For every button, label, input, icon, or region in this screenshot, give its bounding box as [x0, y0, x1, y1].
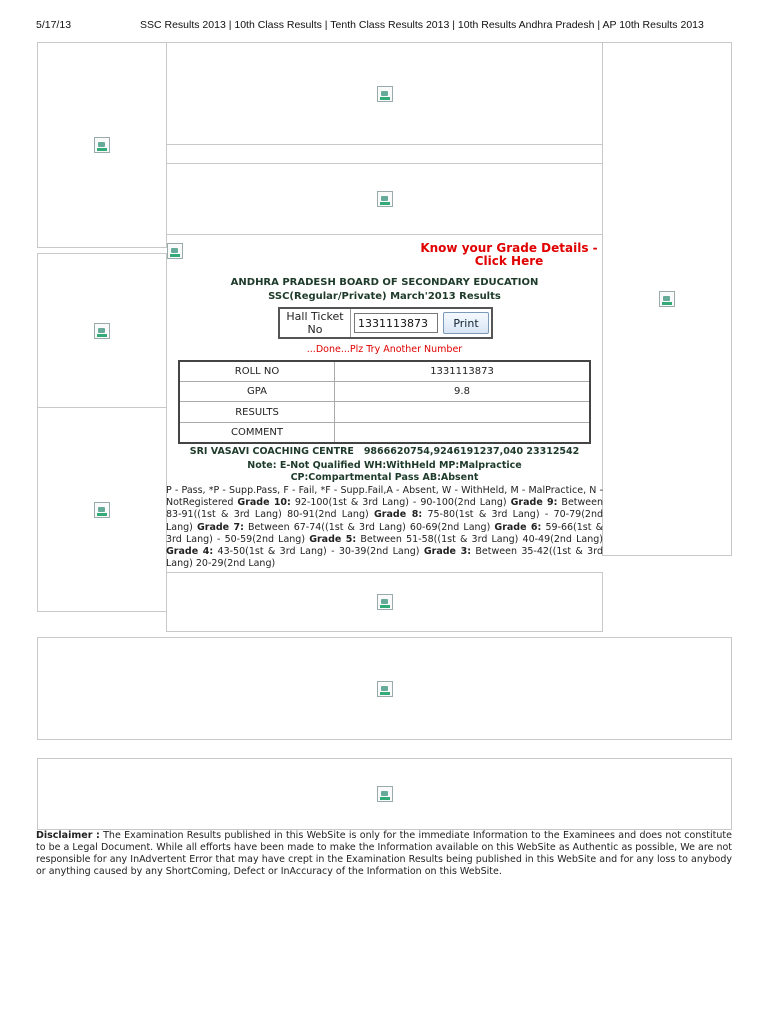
- broken-image-icon: [377, 86, 393, 102]
- grade-label: Grade 4:: [166, 546, 214, 558]
- grade-label: Grade 3:: [423, 546, 472, 558]
- result-value: [335, 422, 591, 443]
- table-row: [179, 402, 590, 422]
- wide-banner-ad-1[interactable]: [37, 637, 732, 740]
- right-skyscraper-ad[interactable]: [602, 42, 732, 556]
- note-line-1: Note: E-Not Qualified WH:WithHeld MP:Malpractice: [247, 460, 522, 471]
- exam-subtitle: SSC(Regular/Private) March'2013 Results: [268, 291, 501, 302]
- coaching-centre-line: SRI VASAVI COACHING CENTRE 9866620754,9246191237,040 23312542: [189, 446, 580, 457]
- disclaimer: [36, 830, 732, 878]
- hall-ticket-label-line1: Hall Ticket: [286, 310, 344, 323]
- broken-image-icon: [94, 137, 110, 153]
- broken-image-icon: [94, 502, 110, 518]
- status-message: ...Done...Plz Try Another Number: [306, 344, 463, 355]
- broken-image-icon: [377, 594, 393, 610]
- broken-image-icon: [167, 243, 183, 259]
- disclaimer-label: Disclaimer :: [36, 830, 100, 841]
- grade-text: 43-50(1st & 3rd Lang) - 30-39(2nd Lang): [213, 546, 424, 558]
- grade-legend: [166, 485, 603, 570]
- result-key: GPA: [179, 382, 335, 402]
- note-line-2: CP:Compartmental Pass AB:Absent: [290, 472, 479, 483]
- grade-details-link[interactable]: [410, 242, 608, 268]
- left-ad-top[interactable]: [37, 42, 167, 248]
- grade-text: 92-100(1st & 3rd Lang) - 90-100(2nd Lang): [290, 497, 511, 509]
- result-key: COMMENT: [179, 422, 335, 443]
- grade-text: Between 35-42((1st & 3rd Lang) 20-29(2nd Lang): [166, 546, 603, 570]
- grade-label: Grade 7:: [196, 521, 244, 533]
- hall-ticket-form: [278, 307, 493, 339]
- top-banner-ad[interactable]: [166, 42, 603, 145]
- disclaimer-text: The Examination Results published in this WebSite is only for the immediate Information to the Examinees and does not constitute to be a Legal Document. While all efforts have been made to make the Information available on this WebSite as Authentic as possible, We are not responsible for any InAdvertent Error that may have crept in the Examination Results being published in this WebSite and for any loss to anybody or anything caused by any ShortComing, Defect or InAccuracy of the Information on this WebSite.: [36, 830, 732, 877]
- broken-image-icon: [659, 291, 675, 307]
- left-ad-bottom[interactable]: [37, 407, 167, 612]
- grade-link-line1: Know your Grade Details -: [420, 241, 598, 255]
- grade-text: 75-80(1st & 3rd Lang) - 70-79(2nd Lang): [166, 509, 603, 533]
- print-button[interactable]: Print: [443, 312, 489, 334]
- hall-ticket-label: [280, 309, 351, 337]
- second-banner-ad[interactable]: [166, 163, 603, 235]
- grade-label: Grade 8:: [374, 509, 423, 521]
- hall-ticket-input[interactable]: [354, 313, 438, 333]
- wide-banner-ad-2[interactable]: [37, 758, 732, 830]
- legend-intro: P - Pass, *P - Supp.Pass, F - Fail, *F - Supp.Fail,A - Absent, W - WithHeld, M - MalPractice, N - NotRegistered: [166, 485, 603, 509]
- results-logo-image: [166, 242, 184, 260]
- table-row: [179, 382, 590, 402]
- grade-text: 59-66(1st & 3rd Lang) - 50-59(2nd Lang): [166, 521, 603, 545]
- results-bottom-ad[interactable]: [166, 572, 603, 632]
- result-key: RESULTS: [179, 402, 335, 422]
- results-table: [178, 360, 591, 444]
- left-ad-middle[interactable]: [37, 253, 167, 409]
- result-value: [335, 402, 591, 422]
- hall-ticket-label-line2: No: [307, 323, 323, 336]
- table-row: [179, 361, 590, 382]
- broken-image-icon: [377, 681, 393, 697]
- print-page-title: SSC Results 2013 | 10th Class Results | Tenth Class Results 2013 | 10th Results Andhra Pradesh | AP 10th Results 2013: [140, 19, 704, 31]
- print-date: 5/17/13: [36, 19, 72, 31]
- board-name-heading: ANDHRA PRADESH BOARD OF SECONDARY EDUCATION: [230, 277, 539, 288]
- broken-image-icon: [94, 323, 110, 339]
- result-value: 1331113873: [335, 361, 591, 382]
- grade-link-line2: Click Here: [474, 254, 544, 268]
- grade-text: Between 67-74((1st & 3rd Lang) 60-69(2nd Lang): [243, 521, 495, 533]
- table-row: [179, 422, 590, 443]
- broken-image-icon: [377, 786, 393, 802]
- grade-text: Between 51-58((1st & 3rd Lang) 40-49(2nd Lang): [356, 533, 603, 545]
- grade-label: Grade 5:: [309, 533, 357, 545]
- result-key: ROLL NO: [179, 361, 335, 382]
- result-value: 9.8: [335, 382, 591, 402]
- broken-image-icon: [377, 191, 393, 207]
- grade-label: Grade 9:: [510, 497, 558, 509]
- grade-label: Grade 10:: [237, 497, 291, 509]
- grade-text: Between 83-91((1st & 3rd Lang) 80-91(2nd Lang): [166, 497, 604, 521]
- grade-label: Grade 6:: [494, 521, 542, 533]
